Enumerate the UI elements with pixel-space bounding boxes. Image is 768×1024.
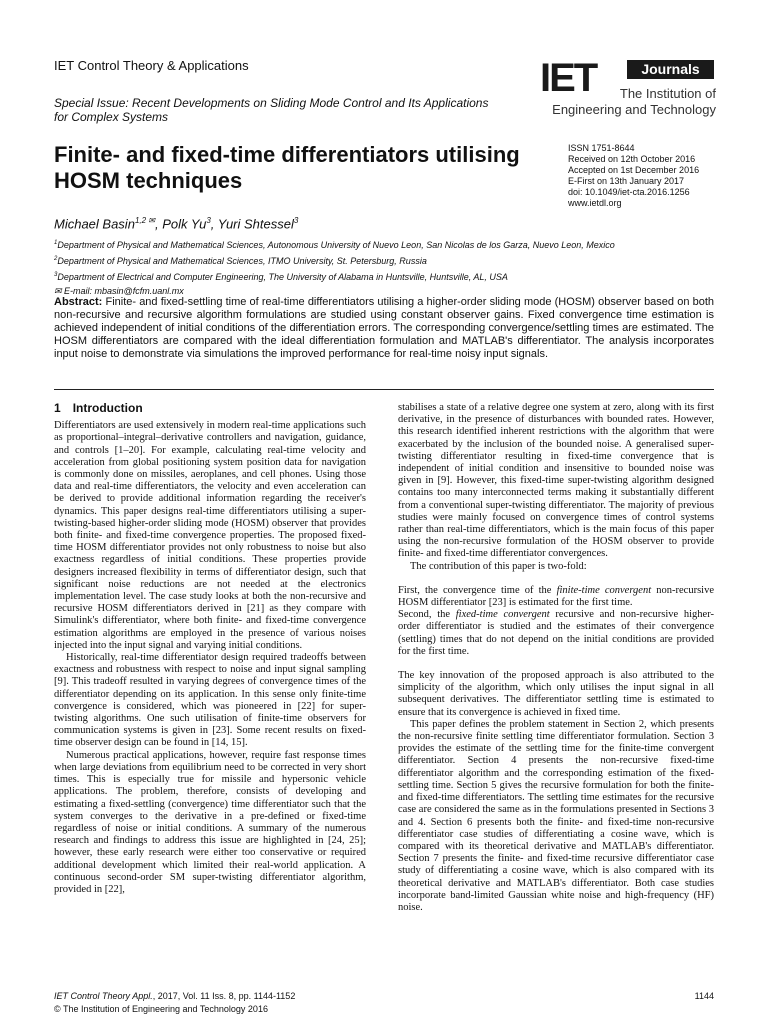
website-link[interactable]: www.ietdl.org <box>568 198 622 208</box>
logo-mark: IET <box>540 56 597 100</box>
contribution-first: First, the convergence time of the finite-time convergent non-recursive HOSM differentiator [23] is estimated for the first time. <box>398 584 714 609</box>
email-line[interactable]: ✉ E-mail: mbasin@fcfm.uanl.mx <box>54 286 184 296</box>
abstract-text: Finite- and fixed-settling time of real-time differentiators utilising a higher-order sliding mode (HOSM) observer based on both non-recursive and recursive algorithm formulations are studied using constant observer gains. Fixed convergence time estimation is achieved independent of initial conditions of the differentiation errors. The corresponding convergence/settling times are estimated. The HOSM differentiators are compared with the ideal differentiation formulation and MATLAB's differentiator. The analysis incorporates input noise to demonstrate via simulations the improved performance for real-time noisy input signals. <box>54 296 714 360</box>
divider <box>54 389 714 390</box>
article-title: Finite- and fixed-time differentiators utilising HOSM techniques <box>54 142 520 193</box>
page-number: 1144 <box>694 991 714 1001</box>
contribution-second: Second, the fixed-time convergent recursive and non-recursive higher-order differentiator is studied and the estimates of their convergence (settling) times that do not depend on the initial conditions are provided for the first time. <box>398 609 714 657</box>
paragraph: stabilises a state of a relative degree one system at zero, along with its first derivative, in the presence of disturbances with bounded rates. However, this research identified inherent restrictions with the algorithm that were exacerbated by the inclusion of the bounded noise. A generalised super-twisting differentiator resulting in fixed-time convergence that is independent of initial condition and insensitive to bounded noise was given in [9]. However, this fixed-time super-twisting algorithm designed contains too many interconnected terms making it substantially different from a conventional super-twisting differentiator. The majority of previous studies were mainly focused on convergence times of control systems rather than real-time differentiators, which is the main focus of this paper using the non-recursive formulation of the HOSM observer to provide finite- and fixed-time differentiator convergences. <box>398 402 714 560</box>
copyright: © The Institution of Engineering and Technology 2016 <box>54 1004 268 1014</box>
paragraph: Differentiators are used extensively in modern real-time applications such as proportional–integral–derivative controllers and navigation, guidance, and controls [1–20]. For example, calculating real-time velocity and acceleration from global positioning system position data for navigation is commonly done on missiles, aeroplanes, and cell phones. Using those data and real-time differentiators, the velocity and even acceleration can be derived to provide additional information regarding the receiver's dynamics. This paper designs real-time differentiators utilising a super-twisting-based higher-order sliding mode (HOSM) observer that provides both finite- and fixed-time convergence properties. The proposed fixed-time HOSM differentiator provides not only robustness to noise but also exactness regardless of initial conditions. These properties provide designers increased flexibility in terms of differentiator design, such that significant noise reductions are not needed at the electronics implementation level. The case study looks at both the non-recursive and recursive HOSM differentiators derived in [21] as they compare with Simulink's differentiator, where both finite- and fixed-time convergence estimation algorithms are employed in the presence of various noises injected into the input signal and varying initial conditions. <box>54 420 366 651</box>
citation: IET Control Theory Appl., 2017, Vol. 11 Iss. 8, pp. 1144-1152 <box>54 991 296 1001</box>
affiliations <box>54 236 734 298</box>
page-footer <box>54 990 714 1016</box>
paragraph: Numerous practical applications, however, require fast response times when large deviations from equilibrium need to be corrected in very short times. This is especially true for missile and hypersonic vehicle applications. The problem, therefore, consists of developing and estimating a fixed-settling (convergence) time differentiator such that the system converges to the derivative in a pre-defined or fixed-time regardless of noise or initial conditions. A summary of the numerous research and findings to address this issue are highlighted in [24, 25]; however, these early research were either too conservative or required additional development which limited their real-world application. A continuous second-order SM super-twisting differentiator algorithm, provided in [22], <box>54 749 366 895</box>
author-name: Yuri Shtessel <box>217 216 294 232</box>
logo-badge: Journals <box>627 60 714 79</box>
abstract-label: Abstract: <box>54 296 103 308</box>
received-date: Received on 12th October 2016 <box>568 154 696 164</box>
logo-line2: Engineering and Technology <box>552 102 716 117</box>
author-sup: 3 <box>206 216 211 225</box>
logo-line1: The Institution of <box>619 86 716 101</box>
right-column <box>398 402 714 914</box>
author-name: Michael Basin <box>54 216 135 232</box>
logo-institution <box>540 86 716 118</box>
author-sup: 1,2 ✉ <box>134 216 155 225</box>
author-list: Michael Basin$^{1,2 ✉}$, Polk Yu$^3$, Yuri Shtessel$^3$ <box>54 216 299 232</box>
left-column <box>54 402 366 896</box>
paragraph: This paper defines the problem statement in Section 2, which presents the non-recursive finite settling time differentiator formulation. Section 3 provides the estimate of the settling time for the finite-time convergent differentiator. Section 4 presents the non-recursive fixed-time differentiator algorithm and the corresponding estimation of the fixed-settling time. Section 5 gives the recursive formulation for both the finite- and fixed-time differentiators. The settling time estimates for the recursive case are considered the same as in the formulations presented in Sections 3 and 4. Section 6 presents both the finite- and fixed-time non-recursive differentiator case studies of differentiating a cosine wave, which is compared with its theoretical derivative and MATLAB's differentiator. Section 7 presents the finite- and fixed-time recursive differentiator case study of differentiating a cosine wave, which is also compared with its theoretical derivative and MATLAB's differentiator. Both case studies incorporate band-limited Gaussian white noise and high-frequency (HF) noise. <box>398 718 714 913</box>
affiliation: $^2$Department of Physical and Mathematical Sciences, ITMO University, St. Petersburg, Russia <box>54 256 427 266</box>
paragraph: The key innovation of the proposed approach is also attributed to the simplicity of the algorithm, which only utilises the input signal in all subsequent derivatives. The differentiator settling time is estimated to ensure that its convergence is achieved in fixed time. <box>398 670 714 718</box>
author-sup: 3 <box>293 216 299 225</box>
author-name: Polk Yu <box>162 216 207 232</box>
journal-name: IET Control Theory & Applications <box>54 58 249 73</box>
article-meta <box>568 143 738 209</box>
affiliation: $^3$Department of Electrical and Computer Engineering, The University of Alabama in Huntsville, Huntsville, AL, USA <box>54 272 508 282</box>
doi[interactable]: doi: 10.1049/iet-cta.2016.1256 <box>568 187 690 197</box>
section-heading: 1 Introduction <box>54 401 143 415</box>
paragraph: The contribution of this paper is two-fold: <box>410 560 587 572</box>
issn: ISSN 1751-8644 <box>568 143 635 153</box>
iet-logo <box>540 58 716 122</box>
affiliation: $^1$Department of Physical and Mathematical Sciences, Autonomous University of Nuevo Leon, San Nicolas de los Garza, Nuevo Leon, Mexico <box>54 240 615 250</box>
efirst-date: E-First on 13th January 2017 <box>568 176 685 186</box>
accepted-date: Accepted on 1st December 2016 <box>568 165 700 175</box>
abstract <box>54 296 714 361</box>
special-issue: Special Issue: Recent Developments on Sliding Mode Control and Its Applications for Complex Systems <box>54 96 489 124</box>
paragraph: Historically, real-time differentiator design required tradeoffs between exactness and robustness with respect to noise and input signal sampling [9]. This tradeoff resulted in varying degrees of convergence times of the differentiator depending on its application. In this sense only finite-time convergence is considered, which was pioneered in [22] for super-twisting algorithms. One such utilisation of finite-time observers for communication systems is given in [23]. Some recent results on fixed-time observer design can be found in [14, 15]. <box>54 652 366 749</box>
